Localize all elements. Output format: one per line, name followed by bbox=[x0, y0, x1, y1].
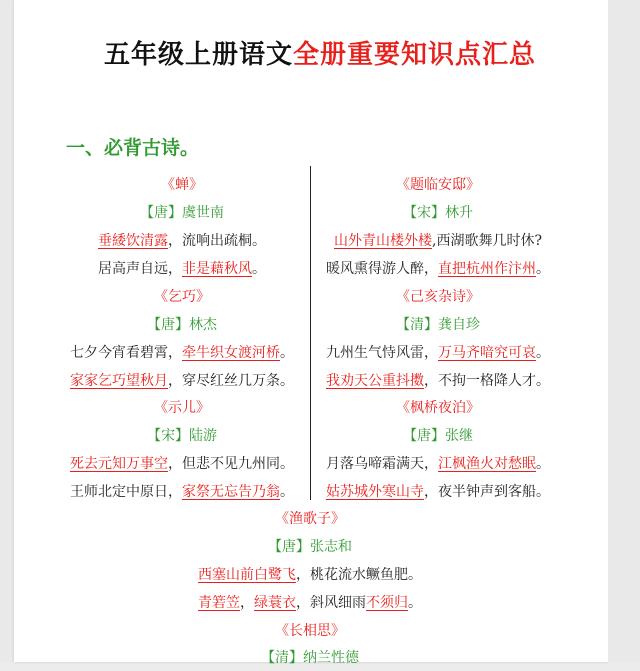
poem-line bbox=[316, 479, 560, 505]
poem-title-changxiang: 《长相思》 bbox=[275, 623, 345, 639]
poem-author-fengqiao: 【唐】张继 bbox=[403, 428, 473, 444]
poem-title-chan: 《蝉》 bbox=[161, 177, 203, 193]
poem-text: 。 bbox=[280, 484, 294, 500]
poem-text: 。 bbox=[536, 261, 550, 277]
poem-author-changxiang: 【清】纳兰性德 bbox=[261, 650, 359, 666]
poem-text: ,西湖歌舞几时休? bbox=[432, 233, 542, 249]
poem-author-chan: 【唐】虞世南 bbox=[140, 205, 224, 221]
poem-author-linan: 【宋】林升 bbox=[403, 205, 473, 221]
poem-text: 居高声自远， bbox=[98, 261, 182, 277]
fill-answer: 家祭无忘告乃翁 bbox=[182, 484, 280, 500]
poem-author-yuge: 【唐】张志和 bbox=[268, 539, 352, 555]
poem-author-jihai: 【清】龚自珍 bbox=[396, 317, 480, 333]
fill-answer: 绿蓑衣 bbox=[254, 595, 296, 611]
poem-line bbox=[60, 562, 560, 588]
fill-answer: 西塞山前白鹭飞 bbox=[198, 567, 296, 583]
poem-text: ，穿尽红丝几万条。 bbox=[168, 373, 294, 389]
poem-text: 。 bbox=[536, 456, 550, 472]
fill-answer: 死去元知万事空 bbox=[70, 456, 168, 472]
poem-line bbox=[316, 256, 560, 282]
poem-line bbox=[60, 368, 304, 394]
poem-text: 。 bbox=[536, 345, 550, 361]
fill-answer: 垂緌饮清露 bbox=[98, 233, 168, 249]
poem-text: 。 bbox=[408, 595, 422, 611]
poem-text: ，夜半钟声到客船。 bbox=[424, 484, 550, 500]
poem-text: ，桃花流水鳜鱼肥。 bbox=[296, 567, 422, 583]
poem-author-qiqiao: 【唐】林杰 bbox=[147, 317, 217, 333]
poem-line bbox=[60, 340, 304, 366]
poem-title-yuge: 《渔歌子》 bbox=[275, 511, 345, 527]
poem-text: 月落乌啼霜满天， bbox=[326, 456, 438, 472]
fill-answer: 山外青山楼外楼 bbox=[334, 233, 433, 249]
fill-answer: 万马齐喑究可哀 bbox=[438, 345, 536, 361]
fill-answer: 江枫渔火对愁眠 bbox=[438, 456, 536, 472]
poem-line bbox=[60, 590, 560, 616]
fill-answer: 姑苏城外寒山寺 bbox=[326, 484, 424, 500]
section-heading: 一、必背古诗。 bbox=[66, 137, 200, 159]
fill-answer: 直把杭州作汴州 bbox=[438, 261, 536, 277]
fill-answer: 青箬笠 bbox=[198, 595, 240, 611]
fill-answer: 我劝天公重抖擞 bbox=[326, 373, 424, 389]
left-margin bbox=[0, 0, 14, 662]
poem-title-jihai: 《己亥杂诗》 bbox=[396, 289, 480, 305]
column-divider bbox=[310, 166, 311, 500]
fill-answer: 牵牛织女渡河桥 bbox=[182, 345, 280, 361]
poem-text: 暖风熏得游人醉， bbox=[326, 261, 438, 277]
poem-line bbox=[316, 228, 560, 254]
poem-author-shier: 【宋】陆游 bbox=[147, 428, 217, 444]
poem-text: ，不拘一格降人才。 bbox=[424, 373, 550, 389]
poem-text: ，流响出疏桐。 bbox=[168, 233, 266, 249]
poem-text: ，但悲不见九州同。 bbox=[168, 456, 294, 472]
poem-line bbox=[60, 451, 304, 477]
poem-text: 七夕今宵看碧霄， bbox=[70, 345, 182, 361]
fill-answer: 非是藉秋风 bbox=[182, 261, 252, 277]
page-title bbox=[0, 34, 640, 71]
poem-line bbox=[316, 451, 560, 477]
poem-line bbox=[316, 340, 560, 366]
title-part-black: 五年级上册语文 bbox=[103, 40, 293, 70]
poem-line bbox=[60, 256, 304, 282]
poem-title-qiqiao: 《乞巧》 bbox=[154, 289, 210, 305]
poem-text: 。 bbox=[280, 345, 294, 361]
fill-answer: 不须归 bbox=[366, 595, 408, 611]
fill-answer: 家家乞巧望秋月 bbox=[70, 373, 168, 389]
poem-line bbox=[60, 228, 304, 254]
poem-text: 。 bbox=[252, 261, 266, 277]
poem-text: 九州生气恃风雷， bbox=[326, 345, 438, 361]
poem-title-shier: 《示儿》 bbox=[154, 400, 210, 416]
poem-title-linan: 《题临安邸》 bbox=[396, 177, 480, 193]
scrollbar-track[interactable] bbox=[608, 0, 640, 662]
poem-text: ， bbox=[240, 595, 254, 611]
poem-text: ，斜风细雨 bbox=[296, 595, 366, 611]
poem-line bbox=[316, 368, 560, 394]
title-part-red: 全册重要知识点汇总 bbox=[293, 40, 537, 70]
poem-title-fengqiao: 《枫桥夜泊》 bbox=[396, 400, 480, 416]
poem-text: 王师北定中原日， bbox=[70, 484, 182, 500]
poem-line bbox=[60, 479, 304, 505]
